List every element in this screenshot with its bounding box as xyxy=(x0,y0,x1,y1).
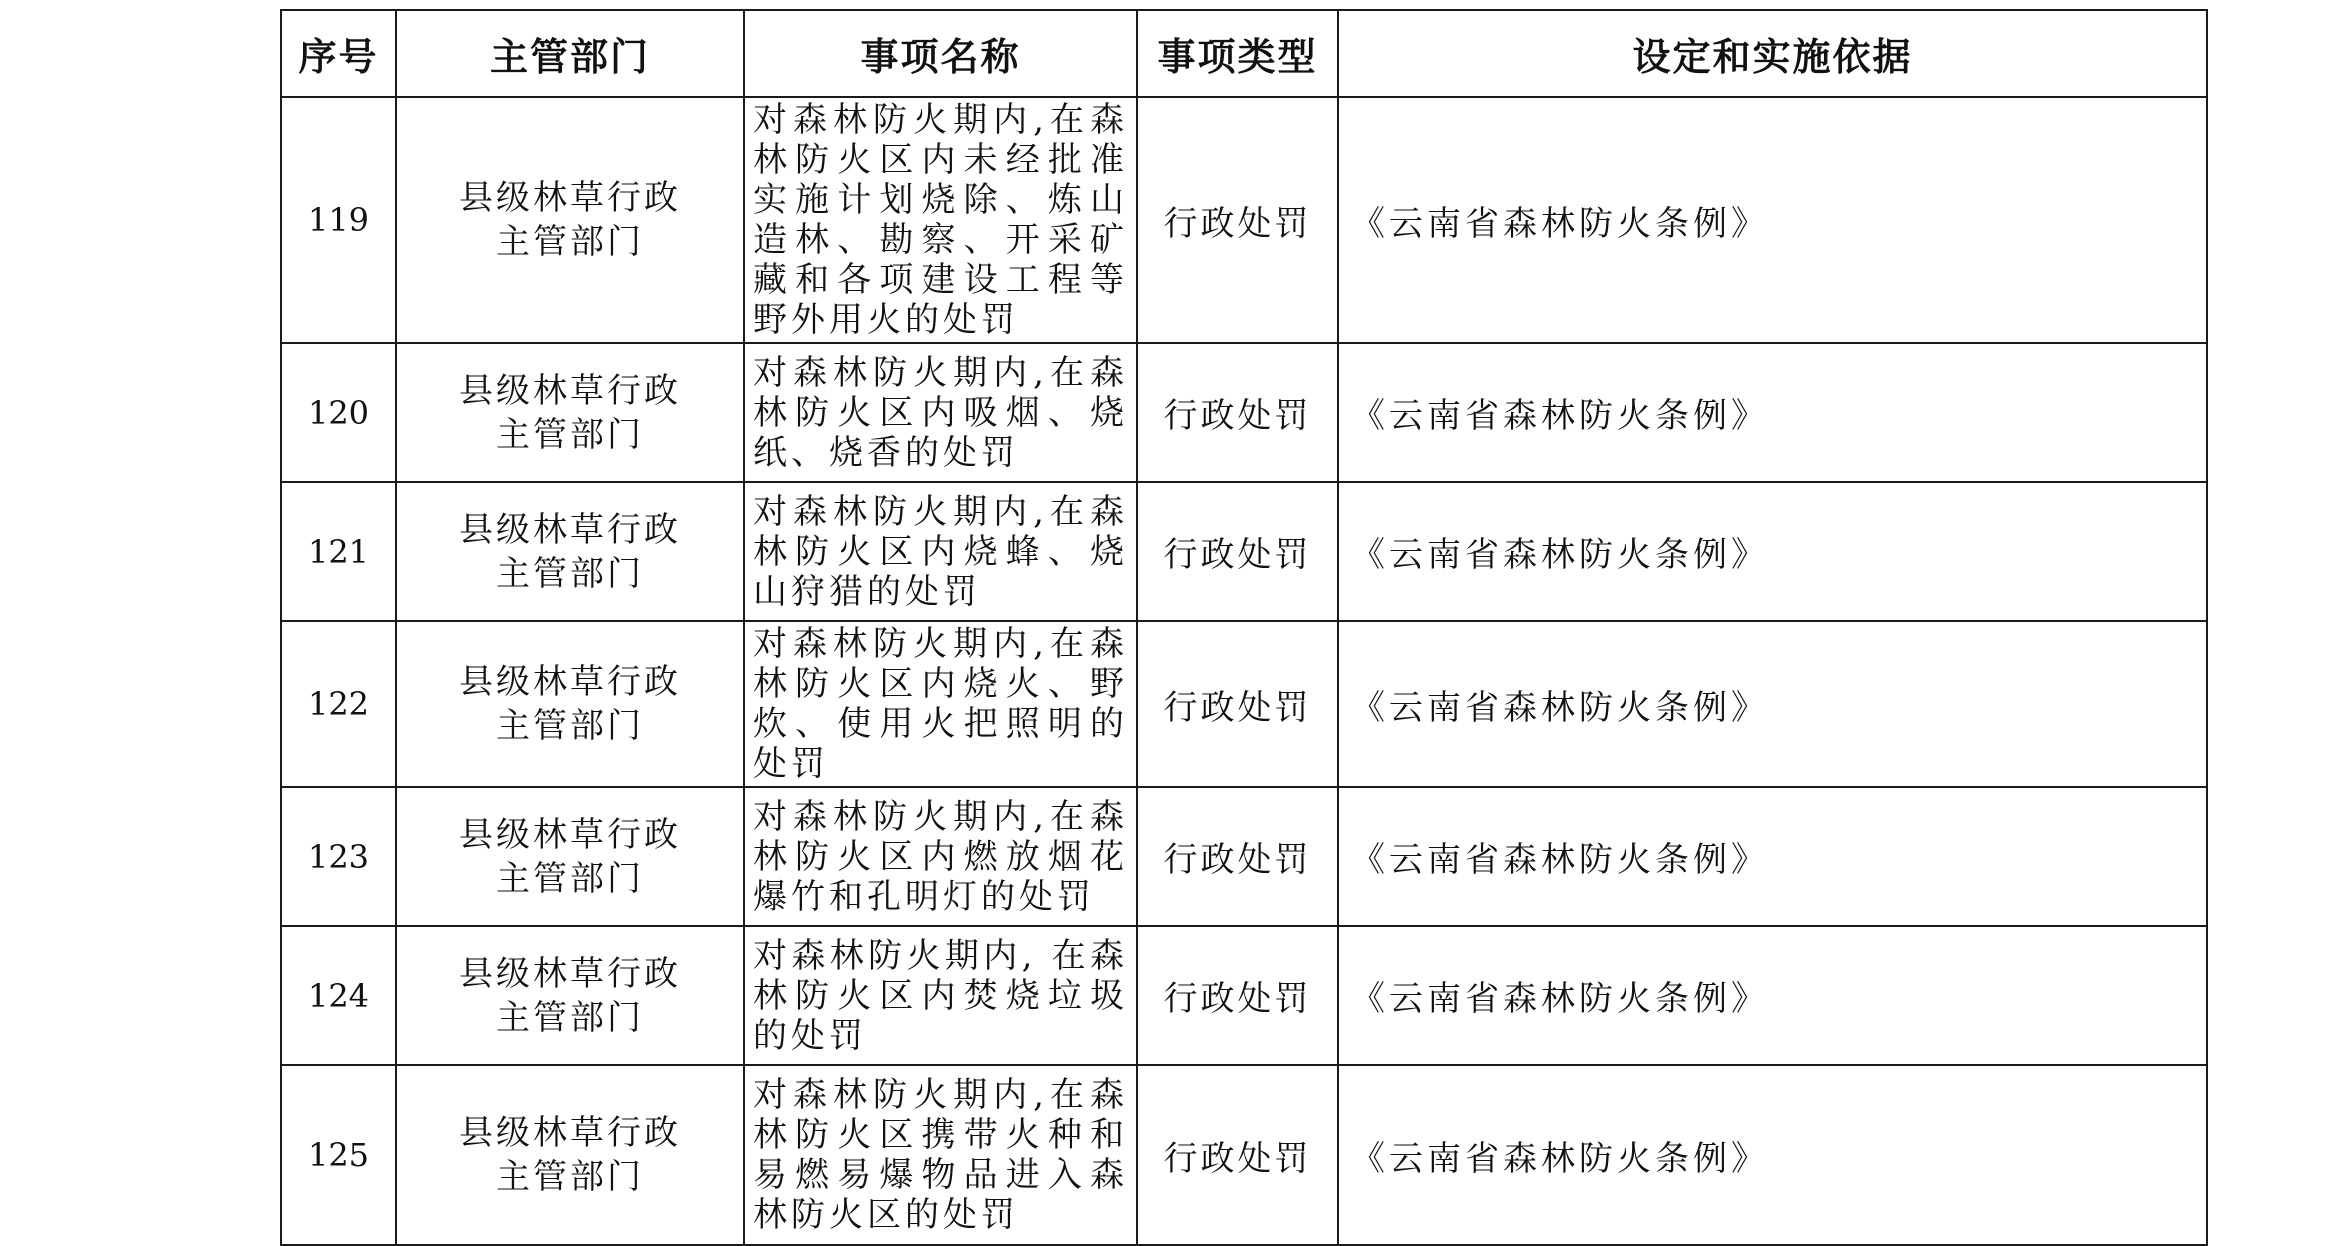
table-row xyxy=(281,482,2207,621)
row-dept xyxy=(396,482,744,621)
table-row xyxy=(281,343,2207,482)
row-type: 行政处罚 xyxy=(1137,787,1338,926)
row-seq: 122 xyxy=(281,621,396,787)
header-type: 事项类型 xyxy=(1137,10,1338,97)
dept-line: 主管部门 xyxy=(496,414,644,455)
row-name: 对森林防火期内,在森林防火区内烧蜂、烧山狩猎的处罚 xyxy=(744,482,1137,621)
row-type: 行政处罚 xyxy=(1137,621,1338,787)
table-row xyxy=(281,97,2207,343)
row-name: 对森林防火期内,在森林防火区内烧火、野炊、使用火把照明的处罚 xyxy=(744,621,1137,787)
row-basis: 《云南省森林防火条例》 xyxy=(1338,482,2207,621)
row-seq: 120 xyxy=(281,343,396,482)
row-name: 对森林防火期内, 在森林防火区内焚烧垃圾的处罚 xyxy=(744,926,1137,1065)
row-seq: 119 xyxy=(281,97,396,343)
table-row xyxy=(281,787,2207,926)
dept-line: 主管部门 xyxy=(496,1157,644,1197)
regulation-table xyxy=(280,9,2208,1246)
dept-line: 县级林草行政 xyxy=(459,178,681,218)
table-row xyxy=(281,1065,2207,1245)
row-basis: 《云南省森林防火条例》 xyxy=(1338,621,2207,787)
row-name: 对森林防火期内,在森林防火区内燃放烟花爆竹和孔明灯的处罚 xyxy=(744,787,1137,926)
row-seq: 125 xyxy=(281,1065,396,1245)
row-dept xyxy=(396,1065,744,1245)
dept-line: 县级林草行政 xyxy=(459,953,681,994)
row-dept xyxy=(396,787,744,926)
dept-line: 主管部门 xyxy=(496,706,644,746)
row-basis: 《云南省森林防火条例》 xyxy=(1338,97,2207,343)
row-basis: 《云南省森林防火条例》 xyxy=(1338,1065,2207,1245)
row-basis: 《云南省森林防火条例》 xyxy=(1338,787,2207,926)
row-type: 行政处罚 xyxy=(1137,343,1338,482)
table-row xyxy=(281,926,2207,1065)
dept-line: 主管部门 xyxy=(496,222,644,262)
table-row xyxy=(281,621,2207,787)
row-seq: 123 xyxy=(281,787,396,926)
row-type: 行政处罚 xyxy=(1137,926,1338,1065)
row-dept xyxy=(396,343,744,482)
row-dept xyxy=(396,97,744,343)
dept-line: 县级林草行政 xyxy=(459,814,681,855)
table-header-row xyxy=(281,10,2207,97)
row-type: 行政处罚 xyxy=(1137,482,1338,621)
dept-line: 县级林草行政 xyxy=(459,1113,681,1153)
row-name: 对森林防火期内,在森林防火区携带火种和易燃易爆物品进入森林防火区的处罚 xyxy=(744,1065,1137,1245)
row-basis: 《云南省森林防火条例》 xyxy=(1338,926,2207,1065)
header-basis: 设定和实施依据 xyxy=(1338,10,2207,97)
header-name: 事项名称 xyxy=(744,10,1137,97)
header-dept: 主管部门 xyxy=(396,10,744,97)
row-type: 行政处罚 xyxy=(1137,1065,1338,1245)
row-dept xyxy=(396,621,744,787)
dept-line: 主管部门 xyxy=(496,553,644,594)
row-name: 对森林防火期内,在森林防火区内吸烟、烧纸、烧香的处罚 xyxy=(744,343,1137,482)
dept-line: 主管部门 xyxy=(496,858,644,899)
row-dept xyxy=(396,926,744,1065)
row-seq: 121 xyxy=(281,482,396,621)
dept-line: 县级林草行政 xyxy=(459,370,681,411)
dept-line: 主管部门 xyxy=(496,997,644,1038)
row-name: 对森林防火期内,在森林防火区内未经批准实施计划烧除、炼山造林、勘察、开采矿藏和各项建设工程等野外用火的处罚 xyxy=(744,97,1137,343)
dept-line: 县级林草行政 xyxy=(459,509,681,550)
header-seq: 序号 xyxy=(281,10,396,97)
row-basis: 《云南省森林防火条例》 xyxy=(1338,343,2207,482)
row-seq: 124 xyxy=(281,926,396,1065)
dept-line: 县级林草行政 xyxy=(459,662,681,702)
row-type: 行政处罚 xyxy=(1137,97,1338,343)
